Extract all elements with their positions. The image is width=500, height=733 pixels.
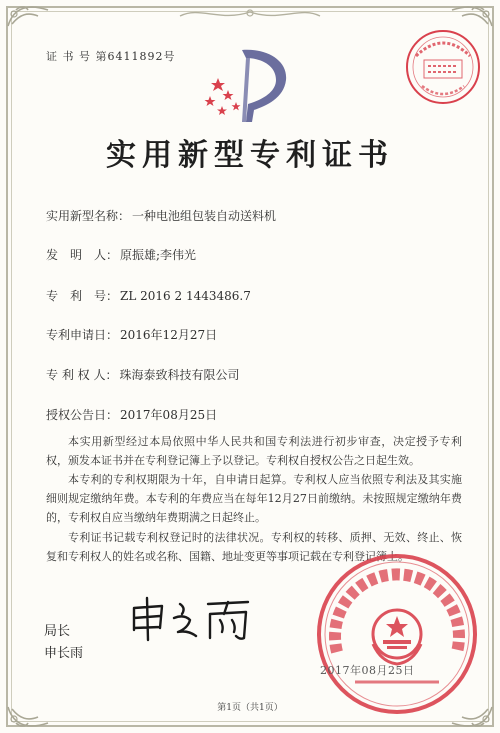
field-label: 发 明 人： <box>46 248 119 262</box>
national-ip-office-seal-icon <box>315 552 480 717</box>
field-patentee <box>46 366 239 383</box>
top-scroll-ornament-icon <box>170 6 330 22</box>
field-label: 实用新型名称： <box>46 209 131 223</box>
director-name: 申长雨 <box>44 646 84 661</box>
field-value: 珠海泰致科技有限公司 <box>119 368 240 382</box>
page-title: 实用新型专利证书 <box>106 138 394 173</box>
field-inventor <box>46 246 196 263</box>
field-patent-number <box>46 287 251 304</box>
field-utility-model-name <box>46 207 276 224</box>
paragraph-grant-decision: 本实用新型经过本局依照中华人民共和国专利法进行初步审查，决定授予专利权，颁发本证书并在专利登记簿上予以登记。专利权自授权公告之日起生效。 <box>46 435 462 467</box>
field-label: 专利申请日： <box>46 328 119 342</box>
corner-ornament-icon <box>4 2 54 30</box>
field-value: 原振雄;李伟光 <box>120 248 197 262</box>
field-value: 2016年12月27日 <box>120 328 218 342</box>
certificate-number: 证 书 号 第6411892号 <box>46 50 176 63</box>
field-label: 专 利 权 人： <box>46 368 118 382</box>
field-grant-date <box>46 406 217 423</box>
field-value: 2017年08月25日 <box>120 408 218 422</box>
page-footer: 第1页（共1页） <box>217 703 283 713</box>
seal-date: 2017年08月25日 <box>320 664 415 677</box>
patent-office-logo-icon <box>196 44 306 124</box>
field-value: 一种电池组包装自动送料机 <box>132 209 277 223</box>
field-value: ZL 2016 2 1443486.7 <box>120 289 251 303</box>
paragraph-term-and-fees: 本专利的专利权期限为十年，自申请日起算。专利权人应当依照专利法及其实施细则规定缴纳年费。本专利的年费应当在每年12月27日前缴纳。未按照规定缴纳年费的，专利权自应当缴纳年费期满之日起终止。 <box>46 473 462 524</box>
field-label: 授权公告日： <box>46 408 119 422</box>
field-label: 专 利 号： <box>46 289 119 303</box>
handwritten-signature-icon <box>128 594 258 644</box>
registration-stamp-icon <box>402 26 484 108</box>
paragraph-legal-status: 专利证书记载专利权登记时的法律状况。专利权的转移、质押、无效、终止、恢复和专利权人的姓名或名称、国籍、地址变更等事项记载在专利登记簿上。 <box>46 531 462 563</box>
field-application-date <box>46 326 217 343</box>
director-title: 局长 <box>44 624 71 639</box>
